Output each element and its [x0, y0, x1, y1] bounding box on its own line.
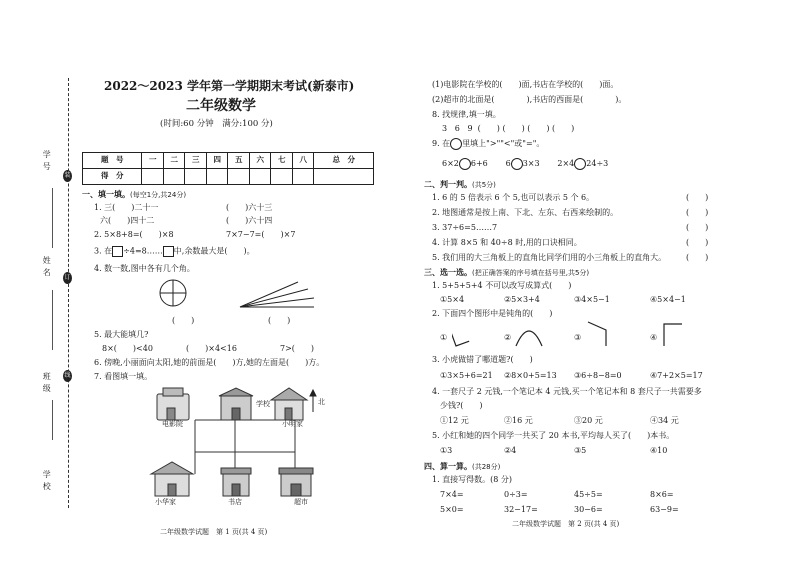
question-6: 6. 傍晚,小丽面向太阳,她的前面是( )方,她的左面是( )方。	[94, 358, 325, 367]
name-blank[interactable]	[52, 290, 53, 350]
rays-angle-figure	[238, 280, 316, 310]
judge-3: 3. 37÷6=5……7	[432, 223, 498, 232]
north-arrow-icon	[310, 390, 316, 412]
angle-figure-1	[452, 322, 472, 348]
calc-item: 8×6=	[650, 490, 674, 499]
choice-4-cont: 少钱?( )	[440, 401, 483, 410]
score-cell[interactable]	[206, 169, 228, 185]
map-label-north: 北	[318, 398, 325, 406]
exam-subject: 二年级数学	[186, 98, 256, 114]
score-head-cell: 一	[142, 153, 164, 169]
curve-figure-2	[514, 322, 544, 348]
binding-mark-xian: 线	[63, 370, 72, 382]
map-label-supermarket: 超市	[294, 498, 308, 506]
name-label: 姓名	[42, 256, 52, 280]
choice-2-opt-4[interactable]: ④	[650, 333, 658, 342]
supermarket-building	[279, 468, 313, 496]
question-9-items: 6×2 6+6 6 3×3 2×4 24÷3	[442, 159, 609, 168]
choice-2-opt-3[interactable]: ③	[574, 333, 582, 342]
calc-item: 30−6=	[574, 505, 603, 514]
angle-figure-3	[584, 320, 612, 348]
choice-3-opt-4[interactable]: ④7+2×5=17	[650, 371, 703, 380]
choice-2: 2. 下面四个图形中是钝角的( )	[432, 309, 553, 318]
calc-item: 63−9=	[650, 505, 679, 514]
score-cell[interactable]	[271, 169, 293, 185]
choice-1-opt-2[interactable]: ②5×3+4	[504, 295, 540, 304]
score-head-cell: 四	[206, 153, 228, 169]
score-head-cell: 总 分	[314, 153, 374, 169]
choice-5-opt-2[interactable]: ②4	[504, 446, 517, 455]
compare-circle[interactable]	[574, 158, 586, 170]
xiaohua-house	[151, 462, 193, 496]
choice-1: 1. 5+5+5+4 不可以改写成算式( )	[432, 281, 572, 290]
bookstore-building	[221, 468, 251, 496]
choice-4-opt-3[interactable]: ③20 元	[574, 416, 603, 425]
exam-title: 2022～2023 学年第一学期期末考试(新泰市)	[104, 79, 355, 93]
choice-3: 3. 小虎做错了哪道题?( )	[432, 355, 533, 364]
judge-1: 1. 6 的 5 倍表示 6 个 5,也可以表示 5 个 6。	[432, 193, 595, 202]
binding-mark-ding: 订	[63, 272, 72, 284]
section-4-heading: 四、算一算。(共28分)	[424, 462, 501, 471]
judge-blank-5[interactable]: ( )	[686, 253, 709, 262]
calc-item: 7×4=	[440, 490, 464, 499]
question-2a: 2. 5×8+8=( )×8	[94, 230, 174, 239]
judge-5: 5. 我们用的大三角板上的直角比同学们用的小三角板上的直角大。	[432, 253, 667, 262]
school-building	[219, 388, 253, 420]
question-5c: 7>( )	[280, 344, 315, 353]
choice-1-opt-4[interactable]: ④5×4−1	[650, 295, 686, 304]
compare-circle[interactable]	[459, 158, 471, 170]
calc-item: 32−17=	[504, 505, 538, 514]
judge-blank-2[interactable]: ( )	[686, 208, 709, 217]
score-cell[interactable]	[249, 169, 271, 185]
score-head-cell: 七	[271, 153, 293, 169]
judge-2: 2. 地图通常是按上南、下北、左东、右西来绘制的。	[432, 208, 619, 217]
school-label: 学校	[42, 470, 52, 494]
score-head-cell: 八	[292, 153, 314, 169]
choice-1-opt-1[interactable]: ①5×4	[440, 295, 465, 304]
choice-3-opt-3[interactable]: ③6÷8−8=0	[574, 371, 622, 380]
score-cell[interactable]	[185, 169, 207, 185]
question-7-2: (2)超市的北面是( ),书店的西面是( )。	[432, 95, 627, 104]
score-head-cell: 五	[228, 153, 250, 169]
exam-time: (时间:60 分钟 满分:100 分)	[160, 119, 273, 129]
calc-item: 0÷3=	[504, 490, 528, 499]
score-cell[interactable]	[314, 169, 374, 185]
map-label-cinema: 电影院	[162, 420, 183, 428]
score-head-cell: 题 号	[83, 153, 142, 169]
judge-4: 4. 计算 8×5 和 40÷8 时,用的口诀相同。	[432, 238, 582, 247]
map-label-school: 学校	[256, 400, 270, 408]
score-cell[interactable]	[142, 169, 164, 185]
section-3-heading: 三、选一选。(把正确答案的序号填在括号里,共5分)	[424, 268, 590, 277]
judge-blank-1[interactable]: ( )	[686, 193, 709, 202]
choice-5-opt-4[interactable]: ④10	[650, 446, 668, 455]
calc-item: 5×0=	[440, 505, 464, 514]
choice-5-opt-1[interactable]: ①3	[440, 446, 453, 455]
score-row-label: 得 分	[83, 169, 142, 185]
choice-4-opt-2[interactable]: ②16 元	[504, 416, 533, 425]
class-blank[interactable]	[52, 400, 53, 440]
blank-box[interactable]	[112, 246, 123, 257]
student-id-blank[interactable]	[52, 188, 53, 248]
map-figure	[145, 386, 325, 514]
score-cell[interactable]	[292, 169, 314, 185]
blank-box[interactable]	[163, 246, 174, 257]
xiaoming-house	[271, 388, 307, 420]
question-5b: ( )×4<16	[186, 344, 237, 353]
question-8-sequence: 3 6 9 ( ) ( ) ( ) ( )	[442, 124, 575, 133]
question-4-blank-2[interactable]: ( )	[268, 316, 291, 325]
section-2-heading: 二、判一判。(共5分)	[424, 180, 496, 189]
judge-blank-3[interactable]: ( )	[686, 223, 709, 232]
calc-item: 45÷5=	[574, 490, 603, 499]
map-label-bookstore: 书店	[228, 498, 242, 506]
choice-4-opt-1[interactable]: ①12 元	[440, 416, 469, 425]
question-5a: 8×( )<40	[102, 344, 153, 353]
page-footer-1: 二年级数学试题 第 1 页(共 4 页)	[160, 528, 268, 536]
question-4: 4. 数一数,图中各有几个角。	[94, 264, 195, 273]
binding-mark-zhuang: 装	[63, 170, 72, 182]
compare-circle[interactable]	[450, 138, 462, 150]
score-head-cell: 六	[249, 153, 271, 169]
student-id-label: 学号	[42, 150, 52, 174]
choice-3-opt-1[interactable]: ①3×5+6=21	[440, 371, 493, 380]
question-1c: 六( )四十二	[100, 216, 155, 225]
question-1d: ( )六十四	[226, 216, 273, 225]
question-8: 8. 找规律,填一填。	[432, 110, 501, 119]
circle-quadrants-figure	[158, 278, 188, 308]
judge-blank-4[interactable]: ( )	[686, 238, 709, 247]
question-1b: ( )六十三	[226, 203, 273, 212]
page-footer-2: 二年级数学试题 第 2 页(共 4 页)	[512, 520, 620, 528]
choice-3-opt-2[interactable]: ②8×0+5=13	[504, 371, 557, 380]
question-4-blank-1[interactable]: ( )	[172, 316, 195, 325]
angle-figure-4	[660, 320, 684, 348]
calc-instruction: 1. 直接写得数。(8 分)	[432, 475, 513, 484]
score-head-cell: 三	[185, 153, 207, 169]
score-cell[interactable]	[163, 169, 185, 185]
question-9: 9. 在 里填上">""<"或"="。	[432, 139, 545, 148]
compare-circle[interactable]	[511, 158, 523, 170]
binding-line	[68, 78, 69, 508]
question-1a: 1. 三( )二十一	[94, 203, 159, 212]
cinema-building	[157, 388, 189, 420]
map-label-xiaoming: 小明家	[282, 420, 303, 428]
question-5: 5. 最大能填几?	[94, 330, 149, 339]
choice-1-opt-3[interactable]: ③4×5−1	[574, 295, 610, 304]
question-3: 3. 在 ÷4=8…… 中,余数最大是( )。	[94, 246, 255, 256]
score-table	[82, 152, 374, 185]
class-label: 班级	[42, 372, 52, 396]
question-7-1: (1)电影院在学校的( )面,书店在学校的( )面。	[432, 80, 619, 89]
score-cell[interactable]	[228, 169, 250, 185]
choice-2-opt-1[interactable]: ①	[440, 333, 448, 342]
choice-5-opt-3[interactable]: ③5	[574, 446, 587, 455]
map-label-xiaohua: 小华家	[155, 498, 176, 506]
section-1-heading: 一、填一填。(每空1分,共24分)	[82, 190, 187, 199]
choice-4-opt-4[interactable]: ④34 元	[650, 416, 679, 425]
choice-5: 5. 小红和她的四个同学一共买了 20 本书,平均每人买了( )本书。	[432, 431, 675, 440]
choice-4: 4. 一套尺子 2 元钱,一个笔记本 4 元钱,买一个笔记本和 8 套尺子一共需要多	[432, 387, 702, 396]
question-2b: 7×7−7=( )×7	[226, 230, 296, 239]
choice-2-opt-2[interactable]: ②	[504, 333, 512, 342]
question-7: 7. 看图填一填。	[94, 372, 153, 381]
score-head-cell: 二	[163, 153, 185, 169]
